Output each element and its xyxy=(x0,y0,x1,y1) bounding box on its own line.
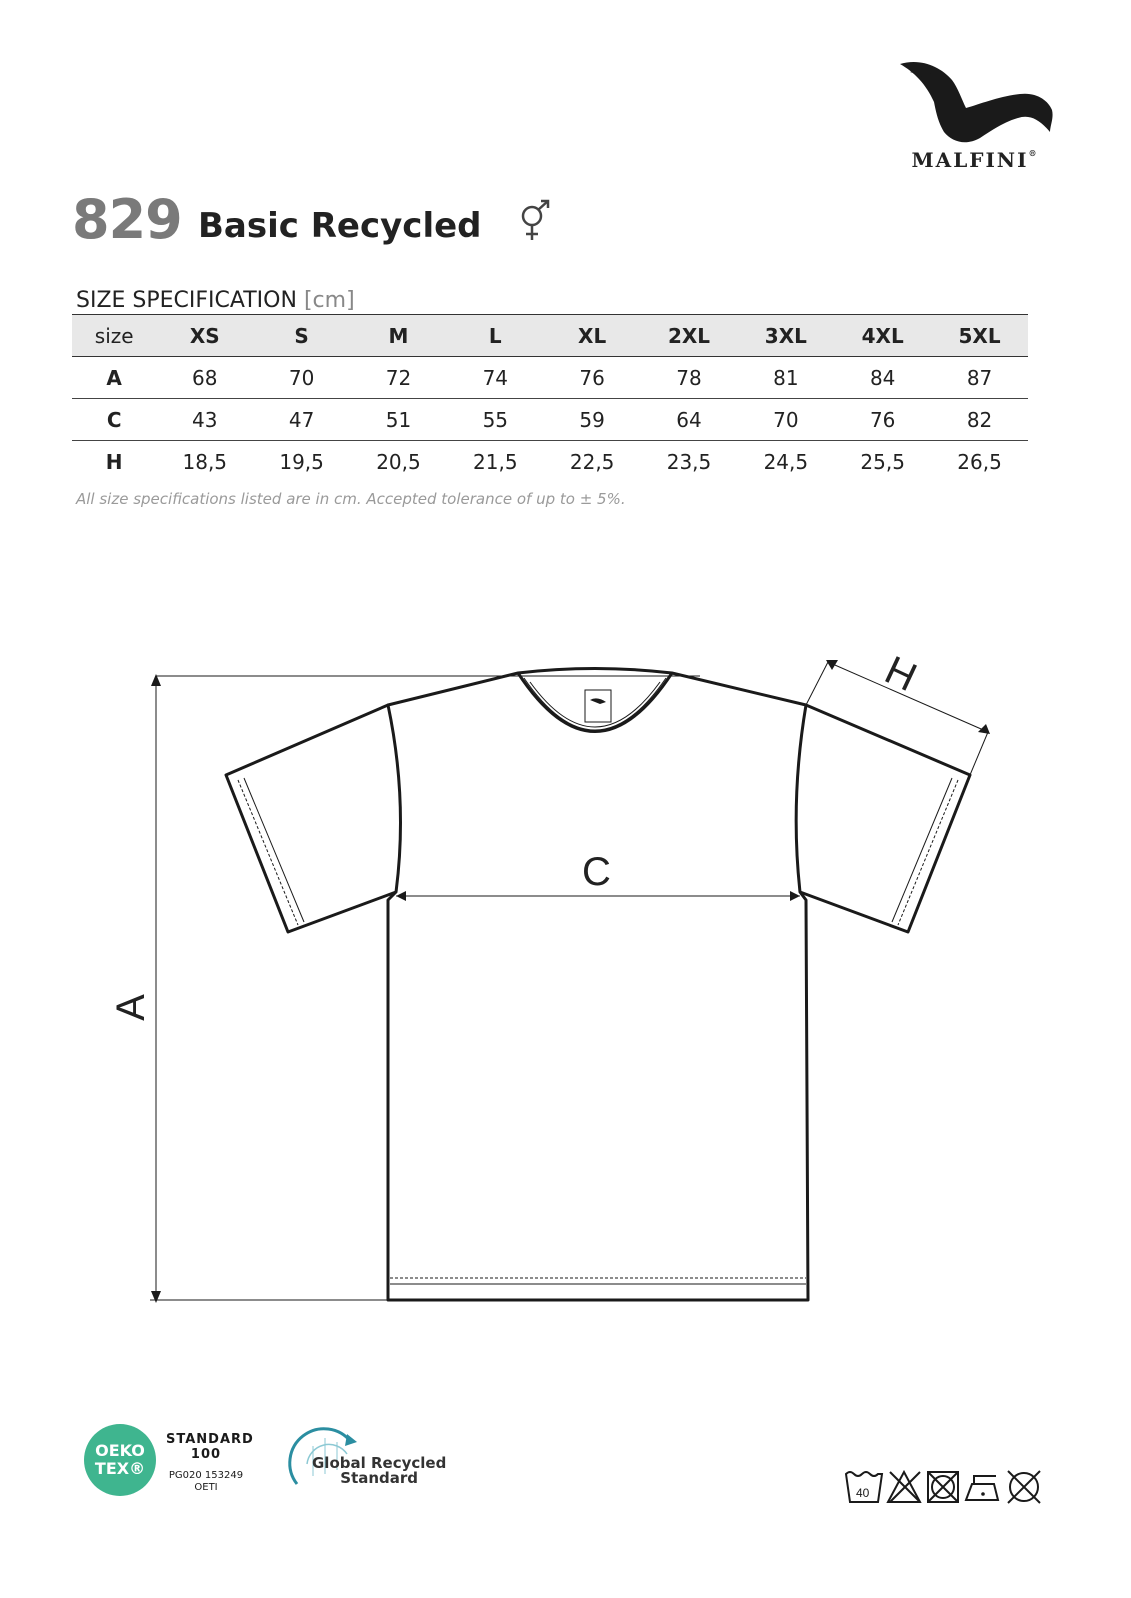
table-cell: 47 xyxy=(288,407,315,432)
table-cell: 22,5 xyxy=(569,449,615,474)
row-label: C xyxy=(106,407,122,432)
column-header: XS xyxy=(156,315,253,357)
wash-temp-text: 40 xyxy=(856,1486,870,1500)
table-cell: 19,5 xyxy=(279,449,324,474)
column-header: XL xyxy=(544,315,641,357)
table-row xyxy=(72,399,1028,441)
tolerance-note: All size specifications listed are in cm. Accepted tolerance of up to ± 5%. xyxy=(76,490,626,508)
table-cell: 51 xyxy=(385,407,412,432)
oeko-standard-label: STANDARD 100 xyxy=(166,1432,254,1462)
table-cell: 84 xyxy=(869,365,896,390)
table-cell: 59 xyxy=(579,407,605,432)
brand-name: MALFINI® xyxy=(911,148,1039,172)
size-spec-heading: SIZE SPECIFICATION [cm] xyxy=(76,288,355,313)
table-cell: 24,5 xyxy=(763,449,809,474)
table-cell: 25,5 xyxy=(860,449,905,474)
table-row xyxy=(72,357,1028,399)
table-row xyxy=(72,441,1028,483)
product-code: 829 xyxy=(72,188,182,251)
table-cell: 78 xyxy=(676,365,702,390)
table-cell: 81 xyxy=(773,365,799,390)
table-cell: 72 xyxy=(385,365,412,390)
table-cell: 64 xyxy=(676,407,702,432)
table-cell: 26,5 xyxy=(957,449,1002,474)
column-header: 4XL xyxy=(834,315,931,357)
row-label: H xyxy=(105,449,123,474)
table-cell: 70 xyxy=(288,365,315,390)
no-bleach-icon xyxy=(888,1472,920,1502)
table-cell: 76 xyxy=(869,407,896,432)
dimension-label-c: C xyxy=(582,850,611,894)
table-cell: 43 xyxy=(192,407,218,432)
table-cell: 23,5 xyxy=(666,449,712,474)
grs-text: Global Recycled Standard xyxy=(312,1454,447,1487)
column-header: 5XL xyxy=(931,315,1028,357)
table-cell: 74 xyxy=(482,365,509,390)
no-dry-clean-icon xyxy=(1008,1471,1040,1503)
no-tumble-dry-icon xyxy=(928,1472,958,1502)
table-cell: 68 xyxy=(192,365,218,390)
table-cell: 18,5 xyxy=(182,449,228,474)
column-header: M xyxy=(350,315,447,357)
table-cell: 76 xyxy=(579,365,605,390)
size-table xyxy=(72,314,1028,482)
dimension-label-a: A xyxy=(108,994,153,1021)
iron-low-icon xyxy=(966,1476,998,1500)
table-header-row xyxy=(72,315,1028,357)
table-cell: 21,5 xyxy=(473,449,518,474)
unisex-gender-icon xyxy=(516,198,556,246)
table-cell: 70 xyxy=(773,407,799,432)
size-spec-unit: [cm] xyxy=(303,288,355,313)
column-header: 3XL xyxy=(737,315,834,357)
care-instructions xyxy=(842,1466,1048,1506)
table-cell: 87 xyxy=(966,365,993,390)
column-header: size xyxy=(72,315,156,357)
product-name: Basic Recycled xyxy=(198,206,482,246)
column-header: S xyxy=(253,315,350,357)
oeko-certificate-code: PG020 153249 OETI xyxy=(168,1470,244,1493)
column-header: L xyxy=(447,315,544,357)
table-cell: 20,5 xyxy=(376,449,421,474)
oeko-tex-text: OEKO TEX® xyxy=(94,1441,146,1478)
row-label: A xyxy=(106,365,122,390)
table-cell: 82 xyxy=(966,407,993,432)
column-header: 2XL xyxy=(641,315,738,357)
tshirt-technical-drawing xyxy=(0,640,1131,1340)
table-cell: 55 xyxy=(482,407,509,432)
dimension-label-h: H xyxy=(878,648,924,701)
